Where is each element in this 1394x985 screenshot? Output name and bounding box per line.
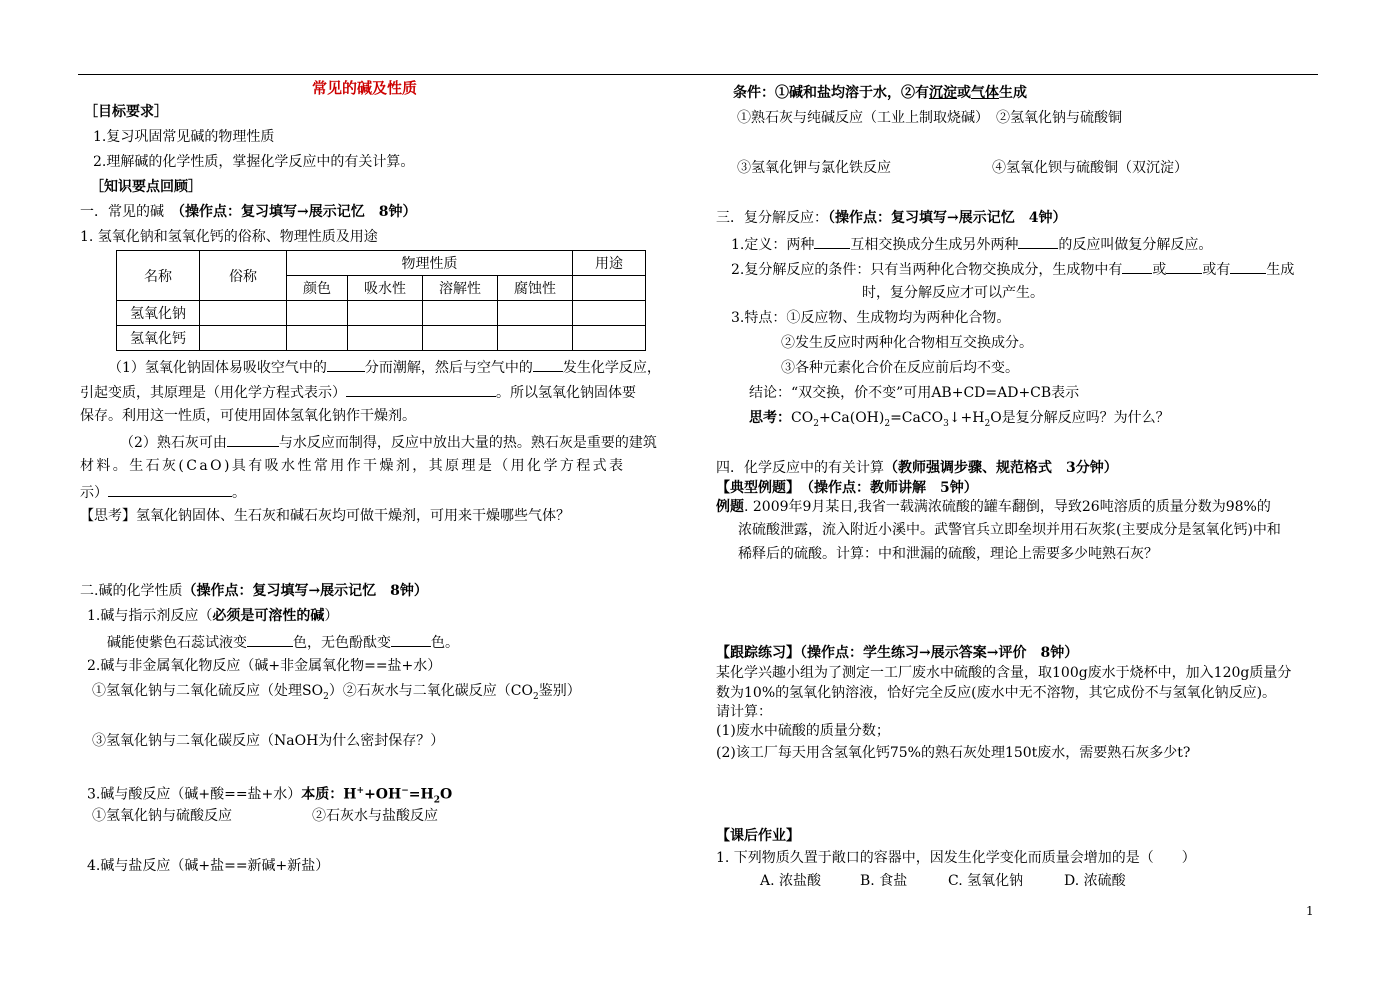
example-line-3: 稀释后的硫酸。计算：中和泄漏的硫酸，理论上需要多少吨熟石灰？ [738,546,1158,562]
section-2-item-1: 1.碱与指示剂反应（必须是可溶性的碱） [87,608,339,624]
practice-line-1: 某化学兴趣小组为了测定一工厂废水中硫酸的含量，取100g废水于烧杯中，加入120g质量分 [716,665,1292,681]
practice-header: 【跟踪练习】（操作点：学生练习→展示答案→评价 8钟） [716,645,1079,661]
example-line-2: 浓硫酸泄露，流入附近小溪中。武警官兵立即垒坝并用石灰浆(主要成分是氢氧化钙)中和 [738,522,1281,538]
header-color: 颜色 [287,276,348,301]
salt-reaction-3: ③氢氧化钾与氯化铁反应 [737,160,891,176]
example-line-1: 例题. 2009年9月某日,我省一载满浓硫酸的罐车翻倒，导致26吨溶质的质量分数为98%的 [716,499,1271,515]
header-use: 用途 [573,251,646,276]
option-d: D. 浓硫酸 [1064,873,1126,889]
section-2-item-2: 2.碱与非金属氧化物反应（碱+非金属氧化物==盐+水） [87,658,442,674]
para-1-line-1: （1）氢氧化钠固体易吸收空气中的 分而潮解，然后与空气中的 发生化学反应， [108,360,661,376]
homework-question-1: 1. 下列物质久置于敞口的容器中，因发生化学变化而质量会增加的是（ ） [716,850,1196,866]
example-header: 【典型例题】 （操作点：教师讲解 5钟） [716,480,978,496]
section-2-item-3: 3.碱与酸反应（碱+酸==盐+水）本质：$H^++OH^-=H_2O$ [87,786,453,806]
page-number: 1 [1306,904,1314,918]
para-1-line-2: 引起变质，其原理是（用化学方程式表示） 。所以氢氧化钠固体要 [80,385,636,401]
review-header: ［知识要点回顾］ [90,179,202,195]
header-dissolve: 溶解性 [423,276,498,301]
header-name: 名称 [117,251,200,301]
salt-reaction-1: ①熟石灰与纯碱反应（工业上制取烧碱） ②氢氧化钠与硫酸铜 [737,110,1122,126]
homework-header: 【课后作业】 [716,828,800,844]
salt-reaction-4: ④氢氧化钡与硫酸铜（双沉淀） [992,160,1188,176]
option-a: A. 浓盐酸 [760,873,822,889]
section-2-heading: 二.碱的化学性质（操作点：复习填写→展示记忆 8钟） [80,583,428,599]
goal-header: ［目标要求］ [84,104,168,120]
think-question: 【思考】氢氧化钠固体、生石灰和碱石灰均可做干燥剂，可用来干燥哪些气体？ [80,508,570,524]
section-4-heading: 四．化学反应中的有关计算（教师强调步骤、规范格式 3分钟） [716,460,1118,476]
header-phys: 物理性质 [287,251,573,276]
properties-table [116,250,646,351]
row-caoh2: 氢氧化钙 [117,326,200,351]
feature-1: 3.特点：①反应物、生成物均为两种化合物。 [731,310,1011,326]
row-naoh: 氢氧化钠 [117,301,200,326]
practice-line-5: (2)该工厂每天用含氢氧化钙75%的熟石灰处理150t废水，需要熟石灰多少t? [716,745,1191,761]
reaction-2b: ③氢氧化钠与二氧化碳反应（NaOH为什么密封保存？） [92,733,445,749]
page-title: 常见的碱及性质 [312,79,418,97]
indicator-text: 碱能使紫色石蕊试液变 色，无色酚酞变 色。 [107,635,459,651]
para-2-line-3: 示） 。 [80,485,246,501]
header-absorb: 吸水性 [348,276,423,301]
reaction-2a: ①氢氧化钠与二氧化硫反应（处理$SO_2)②$石灰水与二氧化碳反应（$CO_2$鉴别） [92,683,581,702]
header-common: 俗称 [200,251,287,301]
header-rule [78,74,1318,75]
practice-line-4: (1)废水中硫酸的质量分数； [716,723,890,739]
feature-3: ③各种元素化合价在反应前后均不变。 [781,360,1019,376]
option-b: B. 食盐 [860,873,908,889]
section-1-heading: 一．常见的碱 （操作点：复习填写→展示记忆 8钟） [80,204,417,220]
condition-line-2: 时，复分解反应才可以产生。 [862,285,1044,301]
section-3-heading: 三．复分解反应：（操作点：复习填写→展示记忆 4钟） [716,210,1067,226]
para-2-line-2: 材料。生石灰(CaO)具有吸水性常用作干燥剂，其原理是（用化学方程式表 [80,458,626,474]
feature-2: ②发生反应时两种化合物相互交换成分。 [781,335,1033,351]
condition-line-1: 2.复分解反应的条件：只有当两种化合物交换成分，生成物中有 或 或有 生成 [731,262,1295,278]
section-1-item-1: 1. 氢氧化钠和氢氧化钙的俗称、物理性质及用途 [80,229,378,245]
para-1-line-3: 保存。利用这一性质，可使用固体氢氧化钠作干燥剂。 [80,408,416,424]
salt-condition: 条件：①碱和盐均溶于水，②有沉淀或气体生成 [733,85,1027,101]
reaction-3b: ②石灰水与盐酸反应 [312,808,438,824]
conclusion: 结论：“双交换，价不变”可用AB+CD=AD+CB表示 [749,385,1080,401]
section-2-item-4: 4.碱与盐反应（碱+盐==新碱+新盐） [87,858,330,874]
reaction-3a: ①氢氧化钠与硫酸反应 [92,808,232,824]
goal-2: 2.理解碱的化学性质，掌握化学反应中的有关计算。 [93,154,415,170]
practice-line-3: 请计算： [716,704,772,720]
practice-line-2: 数为10%的氢氧化钠溶液，恰好完全反应(废水中无不溶物，其它成份不与氢氧化钠反应)。 [716,685,1277,701]
think-reaction: 思考：$CO_2+Ca(OH)_2=CaCO_3↓+H_2O$是复分解反应吗？为什么？ [749,410,1170,429]
goal-1: 1.复习巩固常见碱的物理性质 [93,129,275,145]
para-2-line-1: （2）熟石灰可由 与水反应而制得，反应中放出大量的热。熟石灰是重要的建筑 [120,435,657,451]
option-c: C. 氢氧化钠 [948,873,1024,889]
header-corrode: 腐蚀性 [498,276,573,301]
definition: 1.定义：两种 互相交换成分生成另外两种 的反应叫做复分解反应。 [731,237,1213,253]
empty-cell [573,276,646,301]
